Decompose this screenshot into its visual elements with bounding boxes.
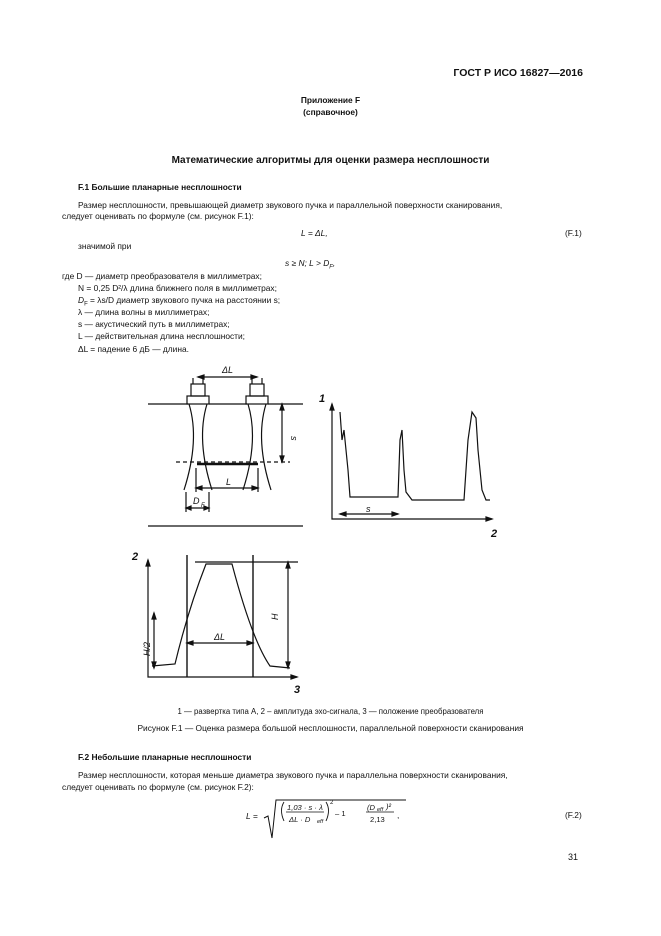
label-l: L: [226, 477, 232, 487]
transducer-2-housing: [246, 396, 268, 404]
definition-d: где D — диаметр преобразователя в миллиметрах;: [62, 271, 262, 281]
a-scan-trace: [340, 412, 490, 500]
page-number: 31: [568, 852, 579, 862]
graph-axis-number-3: 3: [294, 684, 301, 696]
label-dl-top: ΔL: [222, 365, 234, 375]
standard-header: ГОСТ Р ИСО 16827—2016: [453, 67, 583, 79]
definition-s: s — акустический путь в миллиметрах;: [78, 319, 230, 329]
formula-f1-number: (F.1): [565, 228, 582, 238]
formula-f2: L = 1,03 · s · λ ΔL · D eff 2 – 1 (D eff )² 2,13 ,: [246, 796, 406, 840]
label-h: H: [270, 613, 280, 620]
definition-n: N = 0,25 D²/λ длина ближнего поля в миллиметрах;: [78, 283, 277, 293]
appendix-title: Приложение F: [300, 95, 361, 105]
f2-heading: F.2 Небольшие планарные несплошности: [78, 752, 252, 762]
figure-caption: Рисунок F.1 — Оценка размера большой несплошности, параллельной поверхности сканирования: [137, 723, 524, 733]
osc-axis-number-2: 2: [491, 528, 498, 540]
figure-legend: 1 — развертка типа A, 2 – амплитуда эхо-сигнала, 3 — положение преобразователя: [177, 707, 484, 716]
label-s-oscillogram: s: [366, 504, 371, 514]
formula-f2-number: (F.2): [565, 810, 582, 820]
definition-l: L — действительная длина несплошности;: [78, 331, 246, 341]
f1-para-line1: Размер несплошности, превышающей диаметр звукового пучка и параллельной поверхности сканирования,: [78, 200, 503, 210]
label-s-vertical: s: [289, 436, 299, 441]
f1-when: значимой при: [78, 241, 132, 251]
definition-lambda: λ — длина волны в миллиметрах;: [78, 307, 210, 317]
f1-condition: s ≥ N; $L > D_F$,: [285, 258, 336, 271]
f2-para-line1: Размер несплошности, которая меньше диаметра звукового пучка и параллельна поверхности сканирования,: [78, 770, 508, 780]
definition-dl: ΔL = падение 6 дБ — длина.: [78, 344, 189, 354]
beam-2-right: [262, 404, 271, 490]
label-df-sub: F: [201, 503, 205, 509]
osc-axes: [332, 404, 492, 519]
f1-heading: F.1 Большие планарные несплошности: [78, 182, 242, 192]
label-df: D: [193, 496, 200, 506]
transducer-1-housing: [187, 396, 209, 404]
label-dl-bottom: ΔL: [214, 632, 226, 642]
beam-2-left: [243, 404, 252, 490]
beam-1-left: [184, 404, 193, 490]
f1-para-line2: следует оценивать по формуле (см. рисунок F.1):: [62, 211, 254, 221]
formula-f1: L = ΔL,: [301, 228, 328, 238]
definition-df: $D_F = \lambda s/D$ диаметр звукового пучка на расстоянии s;: [78, 295, 281, 308]
osc-axis-number-1: 1: [319, 393, 326, 405]
main-title: Математические алгоритмы для оценки размера несплошности: [171, 155, 490, 166]
appendix-subtitle: (справочное): [303, 107, 358, 117]
graph-axis-number-2: 2: [132, 551, 139, 563]
label-h2: H/2: [142, 641, 152, 656]
f2-para-line2: следует оценивать по формуле (см. рисунок F.2):: [62, 782, 254, 792]
transducer-1-body: [191, 384, 205, 396]
beam-1-right: [203, 404, 212, 490]
transducer-2-body: [250, 384, 264, 396]
